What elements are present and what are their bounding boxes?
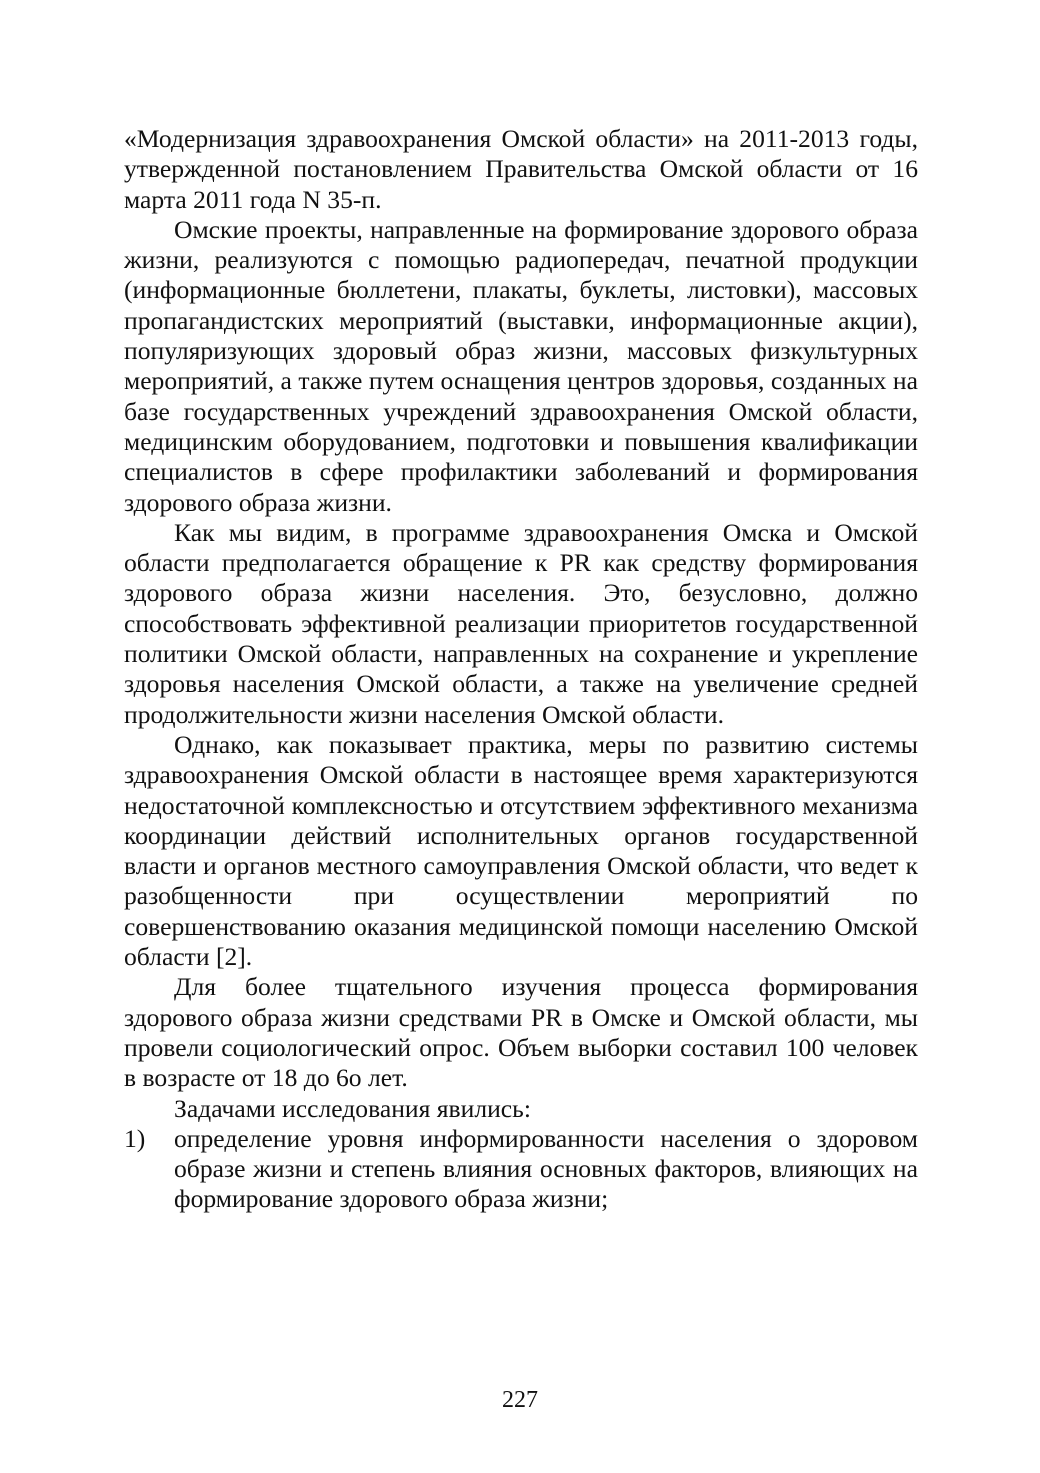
page-body [124, 124, 918, 1215]
paragraph-survey: Для более тщательного изучения процесса формирования здорового образа жизни средствами PR в Омске и Омской области, мы провели социологический опрос. Объем выборки составил 100 человек в возрасте от 18 до 6о лет. [124, 972, 918, 1093]
list-item [124, 1124, 918, 1215]
list-item-text: определение уровня информированности населения о здоровом образе жизни и степень влияния основных факторов, влияющих на формирование здорового образа жизни; [174, 1123, 918, 1214]
paragraph-continuation: «Модернизация здравоохранения Омской области» на 2011-2013 годы, утвержденной постановлением Правительства Омской области от 16 марта 2011 года N 35-п. [124, 124, 918, 214]
list-item-number: 1) [124, 1123, 146, 1153]
paragraph-omsk-projects: Омские проекты, направленные на формирование здорового образа жизни, реализуются с помощью радиопередач, печатной продукции (информационные бюллетени, плакаты, буклеты, листовки), массовых пропагандистских мероприятий (выставки, информационные акции), популяризующих здоровый образ жизни, массовых физкультурных мероприятий, а также путем оснащения центров здоровья, созданных на базе государственных учреждений здравоохранения Омской области, медицинским оборудованием, подготовки и повышения квалификации специалистов в сфере профилактики заболеваний и формирования здорового образа жизни. [124, 214, 918, 517]
page-number: 227 [502, 1387, 538, 1413]
paragraph-tasks-heading: Задачами исследования явились: [174, 1093, 531, 1123]
paragraph-practice: Однако, как показывает практика, меры по развитию системы здравоохранения Омской области в настоящее время характеризуются недостаточной комплексностью и отсутствием эффективного механизма координации действий исполнительных органов государственной власти и органов местного самоуправления Омской области, что ведет к разобщенности при осуществлении мероприятий по совершенствованию оказания медицинской помощи населению Омской области [2]. [124, 729, 918, 972]
paragraph-pr-program: Как мы видим, в программе здравоохранения Омска и Омской области предполагается обращение к PR как средству формирования здорового образа жизни населения. Это, безусловно, должно способствовать эффективной реализации приоритетов государственной политики Омской области, направленных на сохранение и укрепление здоровья населения Омской области, а также на увеличение средней продолжительности жизни населения Омской области. [124, 517, 918, 729]
